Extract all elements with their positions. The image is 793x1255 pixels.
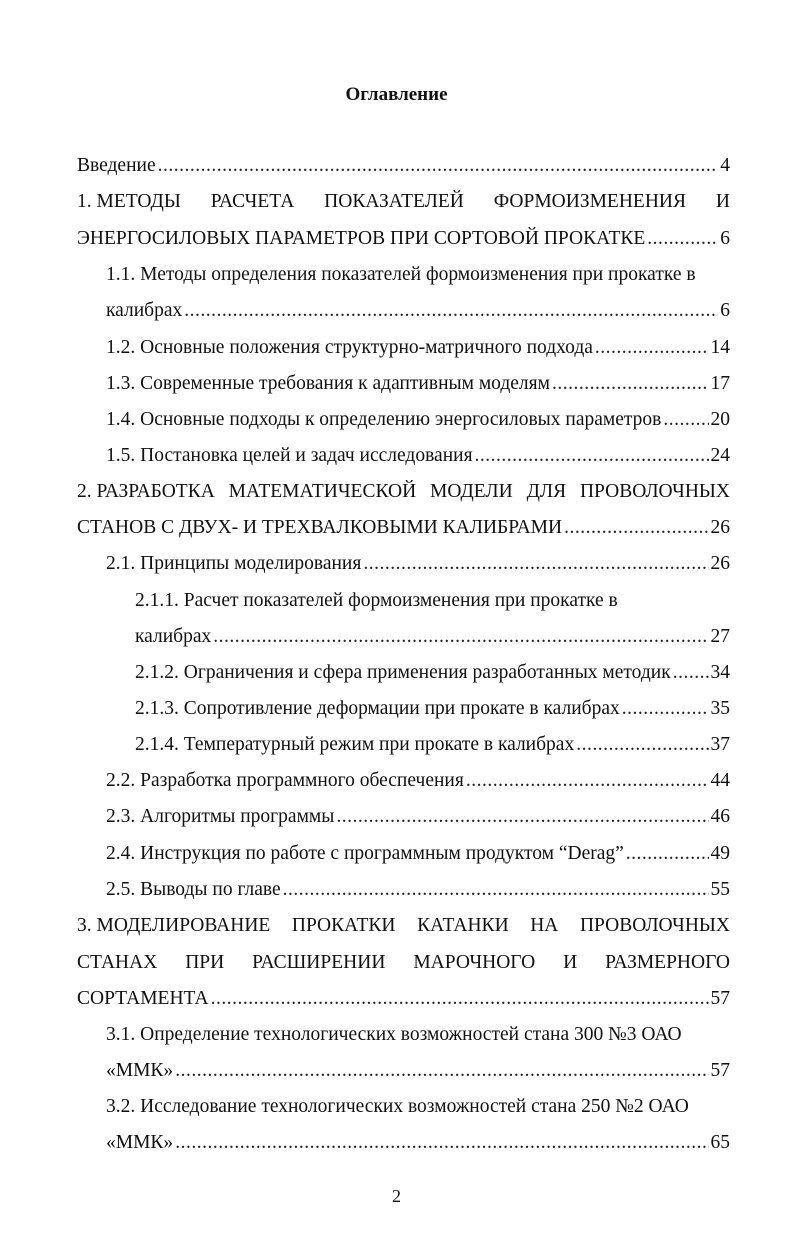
toc-entry-page: 27 (710, 626, 730, 647)
toc-leader-dots (595, 333, 709, 363)
toc-entry-text: калибрах (106, 300, 183, 321)
toc-entry-text: ЭНЕРГОСИЛОВЫХ ПАРАМЕТРОВ ПРИ СОРТОВОЙ ПРОКАТКЕ (77, 228, 646, 249)
toc-leader-dots (336, 802, 708, 832)
page-title: Оглавление (345, 84, 448, 105)
toc-leader-dots (552, 369, 709, 399)
toc-section-1-1-line-2[interactable] (106, 296, 730, 326)
toc-section-1-1-line-1[interactable]: 1.1. Методы определения показателей формоизменения при прокатке в (106, 264, 696, 285)
toc-subsection-2-1-1-line-1[interactable]: 2.1.1. Расчет показателей формоизменения при прокатке в (135, 590, 618, 611)
toc-word: 3. МОДЕЛИРОВАНИЕ (77, 915, 271, 936)
toc-entry-page: 55 (710, 879, 730, 900)
toc-section-1-5[interactable] (106, 441, 730, 471)
toc-entry-text: 2.1.3. Сопротивление деформации при прокате в калибрах (135, 698, 620, 719)
toc-section-3-1-line-1[interactable]: 3.1. Определение технологических возможностей стана 300 №3 ОАО (106, 1024, 682, 1045)
toc-word: РАСЧЕТА (210, 191, 295, 212)
toc-entry-page: 34 (710, 662, 730, 683)
toc-word: РАСШИРЕНИИ (252, 952, 386, 973)
toc-entry-page: 14 (710, 337, 730, 358)
toc-entry-page: 24 (710, 445, 730, 466)
toc-entry-text: 2.1.2. Ограничения и сфера применения разработанных методик (135, 662, 671, 683)
toc-entry-page: 6 (720, 228, 730, 249)
toc-word: 1. МЕТОДЫ (77, 191, 181, 212)
toc-entry-text: СОРТАМЕНТА (77, 988, 209, 1009)
toc-entry-text: 2.1. Принципы моделирования (106, 553, 362, 574)
toc-leader-dots (175, 1128, 708, 1158)
toc-section-2-1[interactable] (106, 549, 730, 579)
toc-word: ПОКАЗАТЕЛЕЙ (324, 191, 464, 212)
page-number: 2 (392, 1186, 401, 1206)
toc-leader-dots (564, 513, 708, 543)
toc-section-2-2[interactable] (106, 766, 730, 796)
toc-leader-dots (576, 730, 708, 760)
toc-word: И (563, 952, 578, 973)
toc-leader-dots (363, 549, 708, 579)
toc-section-1-2[interactable] (106, 333, 730, 363)
toc-entry-text: 1.4. Основные подходы к определению энергосиловых параметров (106, 409, 662, 430)
toc-section-3-1-line-2[interactable] (106, 1056, 730, 1086)
toc-leader-dots (673, 658, 709, 688)
toc-entry-page: 17 (710, 373, 730, 394)
toc-section-1-4[interactable] (106, 405, 730, 435)
toc-subsection-2-1-4[interactable] (135, 730, 730, 760)
toc-word: ПРИ (185, 952, 225, 973)
toc-leader-dots (647, 224, 718, 254)
toc-leader-dots (211, 984, 709, 1014)
toc-leader-dots (175, 1056, 708, 1086)
toc-entry-page: 26 (710, 553, 730, 574)
toc-section-3-2-line-1[interactable]: 3.2. Исследование технологических возможностей стана 250 №2 ОАО (106, 1096, 689, 1117)
toc-subsection-2-1-1-line-2[interactable] (135, 622, 730, 652)
toc-word: СТАНАХ (77, 952, 158, 973)
toc-entry-text: СТАНОВ С ДВУХ- И ТРЕХВАЛКОВЫМИ КАЛИБРАМИ (77, 517, 563, 538)
toc-leader-dots (626, 839, 709, 869)
toc-leader-dots (466, 766, 709, 796)
toc-word: 2. РАЗРАБОТКА (77, 481, 215, 502)
toc-chapter-1-line-2[interactable] (77, 224, 730, 254)
toc-leader-dots (622, 694, 709, 724)
toc-entry-page: 20 (710, 409, 730, 430)
toc-entry-text: 2.4. Инструкция по работе с программным продуктом “Derag” (106, 843, 624, 864)
toc-chapter-3-line-3[interactable] (77, 984, 730, 1014)
toc-section-2-5[interactable] (106, 875, 730, 905)
toc-entry-text: «ММК» (106, 1132, 174, 1153)
toc-entry-text: Введение (77, 155, 156, 176)
toc-section-2-4[interactable] (106, 839, 730, 869)
toc-leader-dots (213, 622, 708, 652)
toc-entry-page: 46 (710, 806, 730, 827)
toc-word: МАРОЧНОГО (413, 952, 536, 973)
toc-chapter-3-line-2[interactable] (77, 948, 730, 978)
toc-leader-dots (158, 151, 719, 181)
toc-word: НА (530, 915, 559, 936)
toc-entry-page: 37 (710, 734, 730, 755)
toc-chapter-3-line-1[interactable] (77, 911, 730, 941)
toc-leader-dots (663, 405, 708, 435)
toc-entry-text: 2.1.4. Температурный режим при прокате в калибрах (135, 734, 575, 755)
toc-entry-text: «ММК» (106, 1060, 174, 1081)
toc-entry-page: 57 (710, 1060, 730, 1081)
toc-subsection-2-1-3[interactable] (135, 694, 730, 724)
toc-entry-text: 2.3. Алгоритмы программы (106, 806, 335, 827)
toc-entry-text: 2.5. Выводы по главе (106, 879, 281, 900)
toc-word: ПРОВОЛОЧНЫХ (579, 481, 730, 502)
toc-entry-text: 1.5. Постановка целей и задач исследования (106, 445, 473, 466)
toc-word: ПРОВОЛОЧНЫХ (579, 915, 730, 936)
toc-entry-text: 1.3. Современные требования к адаптивным моделям (106, 373, 550, 394)
toc-chapter-1-line-1[interactable] (77, 187, 730, 217)
toc-word: МАТЕМАТИЧЕСКОЙ (228, 481, 417, 502)
toc-section-3-2-line-2[interactable] (106, 1128, 730, 1158)
toc-leader-dots (184, 296, 718, 326)
toc-section-1-3[interactable] (106, 369, 730, 399)
toc-leader-dots (283, 875, 709, 905)
toc-subsection-2-1-2[interactable] (135, 658, 730, 688)
toc-entry-page: 57 (710, 988, 730, 1009)
toc-section-2-3[interactable] (106, 802, 730, 832)
toc-entry-text: калибрах (135, 626, 212, 647)
toc-entry-text: 1.2. Основные положения структурно-матричного подхода (106, 337, 593, 358)
toc-entry-page: 44 (710, 770, 730, 791)
toc-entry-page: 49 (710, 843, 730, 864)
toc-word: КАТАНКИ (417, 915, 509, 936)
toc-entry-page: 4 (720, 155, 730, 176)
toc-entry-page: 65 (710, 1132, 730, 1153)
toc-word: ДЛЯ (526, 481, 567, 502)
toc-entry-page: 26 (710, 517, 730, 538)
toc-word: ФОРМОИЗМЕНЕНИЯ (493, 191, 687, 212)
toc-chapter-2-line-2[interactable] (77, 513, 730, 543)
toc-word: РАЗМЕРНОГО (605, 952, 730, 973)
toc-word: МОДЕЛИ (430, 481, 513, 502)
toc-entry-intro[interactable] (77, 151, 730, 181)
toc-chapter-2-line-1[interactable] (77, 477, 730, 507)
toc-entry-text: 2.2. Разработка программного обеспечения (106, 770, 464, 791)
toc-word: И (715, 191, 730, 212)
toc-entry-page: 6 (720, 300, 730, 321)
toc-leader-dots (475, 441, 709, 471)
toc-word: ПРОКАТКИ (291, 915, 396, 936)
toc-entry-page: 35 (710, 698, 730, 719)
